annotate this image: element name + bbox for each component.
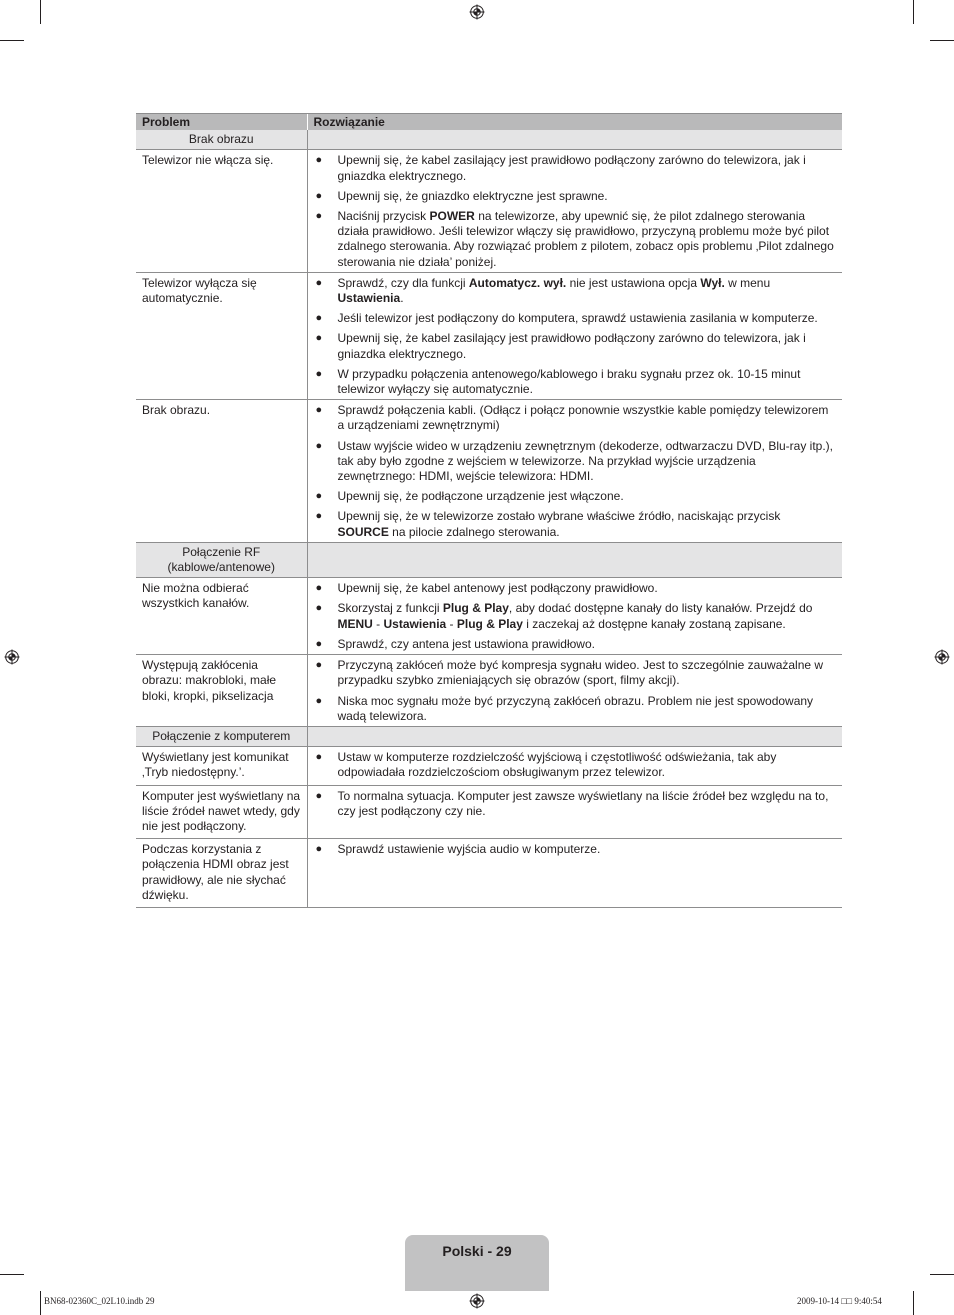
list-item	[316, 694, 835, 724]
solution-list	[316, 581, 835, 652]
problem-cell: Wyświetlany jest komunikat ‚Tryb niedostępny.’.	[136, 747, 307, 785]
crop-mark	[913, 1291, 914, 1315]
section-empty-cell	[307, 726, 842, 746]
solution-text: Upewnij się, że kabel zasilający jest prawidłowo podłączony zarówno do telewizora, jak i gniazdka elektrycznego.	[337, 331, 806, 361]
solution-cell	[307, 839, 842, 908]
list-item	[316, 750, 835, 780]
bullet-icon: ●	[315, 637, 323, 650]
page-number: Polski - 29	[442, 1243, 512, 1259]
bullet-icon: ●	[315, 210, 323, 223]
header-solution: Rozwiązanie	[307, 114, 842, 131]
section-title: Połączenie RF (kablowe/antenowe)	[136, 542, 307, 577]
list-item	[316, 311, 835, 326]
solution-text: Sprawdź, czy dla funkcji Automatycz. wył. nie jest ustawiona opcja Wył. w menu Ustawienia.	[337, 275, 771, 306]
solution-cell	[307, 272, 842, 399]
crop-mark	[0, 40, 24, 41]
solution-text: Upewnij się, że kabel zasilający jest prawidłowo podłączony zarówno do telewizora, jak i gniazdka elektrycznego.	[337, 153, 806, 183]
print-slug-file: BN68-02360C_02L10.indb 29	[44, 1296, 155, 1306]
solution-text: To normalna sytuacja. Komputer jest zawsze wyświetlany na liście źródeł bez względu na to, czy jest podłączony czy nie.	[337, 788, 829, 818]
emphasis-term: Automatycz. wył.	[468, 275, 567, 290]
registration-mark-icon	[4, 649, 20, 665]
table-row	[136, 150, 842, 272]
bullet-icon: ●	[315, 751, 323, 764]
print-slug-date: 2009-10-14 □□ 9:40:54	[797, 1296, 882, 1306]
table-row	[136, 655, 842, 727]
list-item	[316, 331, 835, 361]
list-item	[316, 658, 835, 688]
bullet-icon: ●	[315, 582, 323, 595]
emphasis-term: Ustawienia	[383, 616, 447, 631]
solution-cell	[307, 578, 842, 655]
list-item	[316, 439, 835, 485]
bullet-icon: ●	[315, 154, 323, 167]
crop-mark	[0, 1274, 24, 1275]
problem-cell: Komputer jest wyświetlany na liście źródeł nawet wtedy, gdy nie jest podłączony.	[136, 785, 307, 839]
bullet-icon: ●	[315, 276, 323, 289]
emphasis-term: Ustawienia	[337, 291, 401, 306]
crop-mark	[40, 0, 41, 24]
list-item	[316, 581, 835, 596]
solution-text: Upewnij się, że podłączone urządzenie jest włączone.	[337, 489, 624, 504]
table-row	[136, 272, 842, 399]
section-row	[136, 726, 842, 746]
list-item	[316, 637, 835, 652]
solution-cell	[307, 150, 842, 272]
problem-cell: Brak obrazu.	[136, 400, 307, 543]
crop-mark	[913, 0, 914, 24]
section-title: Brak obrazu	[136, 130, 307, 150]
emphasis-term: SOURCE	[337, 524, 389, 539]
problem-cell: Podczas korzystania z połączenia HDMI obraz jest prawidłowy, ale nie słychać dźwięku.	[136, 839, 307, 908]
bullet-icon: ●	[315, 694, 323, 707]
section-row	[136, 130, 842, 150]
problem-cell: Telewizor wyłącza się automatycznie.	[136, 272, 307, 399]
bullet-icon: ●	[315, 843, 323, 856]
bullet-icon: ●	[315, 490, 323, 503]
solution-text: Upewnij się, że kabel antenowy jest podłączony prawidłowo.	[337, 581, 658, 596]
table-row	[136, 785, 842, 839]
problem-cell: Występują zakłócenia obrazu: makrobloki, małe bloki, kropki, pikselizacja	[136, 655, 307, 727]
table-row	[136, 400, 842, 543]
list-item	[316, 601, 835, 631]
list-item	[316, 209, 835, 270]
solution-text: Przyczyną zakłóceń może być kompresja sygnału wideo. Jest to szczególnie zauważalne w przypadku szybko zmieniających się obrazów (sport, filmy akcji).	[337, 658, 824, 688]
solution-text: Upewnij się, że gniazdko elektryczne jest sprawne.	[337, 188, 608, 203]
list-item	[316, 789, 835, 819]
solution-cell	[307, 747, 842, 785]
solution-text: Ustaw w komputerze rozdzielczość wyjściową i częstotliwość odświeżania, tak aby odpowiadała rozdzielczościom obsługiwanym przez telewizor.	[337, 750, 777, 780]
solution-cell	[307, 785, 842, 839]
crop-mark	[40, 1291, 41, 1315]
bullet-icon: ●	[315, 367, 323, 380]
table-row	[136, 839, 842, 908]
solution-list	[316, 842, 835, 857]
emphasis-term: Plug & Play	[456, 616, 523, 631]
emphasis-term: POWER	[429, 209, 475, 224]
troubleshooting-table	[136, 113, 842, 908]
emphasis-term: Wył.	[700, 275, 725, 290]
section-row	[136, 542, 842, 577]
bullet-icon: ●	[315, 510, 323, 523]
bullet-icon: ●	[315, 659, 323, 672]
header-problem: Problem	[136, 114, 307, 131]
table-header-row	[136, 114, 842, 131]
bullet-icon: ●	[315, 332, 323, 345]
section-title: Połączenie z komputerem	[136, 726, 307, 746]
solution-list	[316, 403, 835, 540]
list-item	[316, 189, 835, 204]
list-item	[316, 489, 835, 504]
solution-text: Jeśli telewizor jest podłączony do komputera, sprawdź ustawienia zasilania w komputerze.	[337, 311, 818, 326]
list-item	[316, 153, 835, 183]
bullet-icon: ●	[315, 439, 323, 452]
emphasis-term: Plug & Play	[442, 601, 509, 616]
solution-text: W przypadku połączenia antenowego/kablowego i braku sygnału przez ok. 10-15 minut telewizor wyłączy się automatycznie.	[337, 366, 801, 397]
solution-text: Niska moc sygnału może być przyczyną zakłóceń obrazu. Problem nie jest spowodowany wadą telewizora.	[337, 693, 814, 723]
bullet-icon: ●	[315, 312, 323, 325]
solution-text: Sprawdź, czy antena jest ustawiona prawidłowo.	[337, 636, 595, 651]
registration-mark-icon	[469, 4, 485, 20]
solution-list	[316, 276, 835, 397]
solution-text: Sprawdź ustawienie wyjścia audio w komputerze.	[337, 842, 601, 857]
solution-cell	[307, 400, 842, 543]
bullet-icon: ●	[315, 189, 323, 202]
solution-text: Upewnij się, że w telewizorze zostało wybrane właściwe źródło, naciskając przycisk SOURCE na pilocie zdalnego sterowania.	[337, 509, 781, 539]
list-item	[316, 509, 835, 539]
solution-list	[316, 750, 835, 780]
crop-mark	[930, 1274, 954, 1275]
solution-cell	[307, 655, 842, 727]
solution-list	[316, 658, 835, 724]
solution-text: Skorzystaj z funkcji Plug & Play, aby dodać dostępne kanały do listy kanałów. Przejdź do MENU - Ustawienia - Plug & Play i zaczekaj aż dostępne kanały zostaną zapisane.	[337, 601, 813, 631]
section-empty-cell	[307, 542, 842, 577]
problem-cell: Nie można odbierać wszystkich kanałów.	[136, 578, 307, 655]
solution-text: Naciśnij przycisk POWER na telewizorze, aby upewnić się, że pilot zdalnego sterowania działa prawidłowo. Jeśli telewizor włączy się prawidłowo, przyczyną problemu może być pilot zdalnego sterowania. Aby rozwiązać problem z pilotem, zobacz opis problemu ‚Pilot zdalnego sterowania nie działa’ poniżej.	[337, 209, 834, 269]
table-row	[136, 747, 842, 785]
page-number-tab	[405, 1235, 549, 1291]
solution-list	[316, 789, 835, 819]
registration-mark-icon	[469, 1293, 485, 1309]
solution-text: Ustaw wyjście wideo w urządzeniu zewnętrznym (dekoderze, odtwarzaczu DVD, Blu-ray itp.), tak aby było zgodne z wejściem w telewizorze. Na przykład wyjście urządzenia zewnętrznego: HDMI, wejście telewizora: HDMI.	[337, 438, 834, 484]
bullet-icon: ●	[315, 602, 323, 615]
bullet-icon: ●	[315, 404, 323, 417]
section-empty-cell	[307, 130, 842, 150]
crop-mark	[930, 40, 954, 41]
solution-text: Sprawdź połączenia kabli. (Odłącz i połącz ponownie wszystkie kable pomiędzy telewizorem a urządzeniami zewnętrznymi)	[337, 403, 829, 433]
list-item	[316, 276, 835, 306]
table-row	[136, 578, 842, 655]
list-item	[316, 367, 835, 397]
bullet-icon: ●	[315, 789, 323, 802]
problem-cell: Telewizor nie włącza się.	[136, 150, 307, 272]
registration-mark-icon	[934, 649, 950, 665]
solution-list	[316, 153, 835, 269]
list-item	[316, 403, 835, 433]
emphasis-term: MENU	[337, 616, 373, 631]
list-item	[316, 842, 835, 857]
